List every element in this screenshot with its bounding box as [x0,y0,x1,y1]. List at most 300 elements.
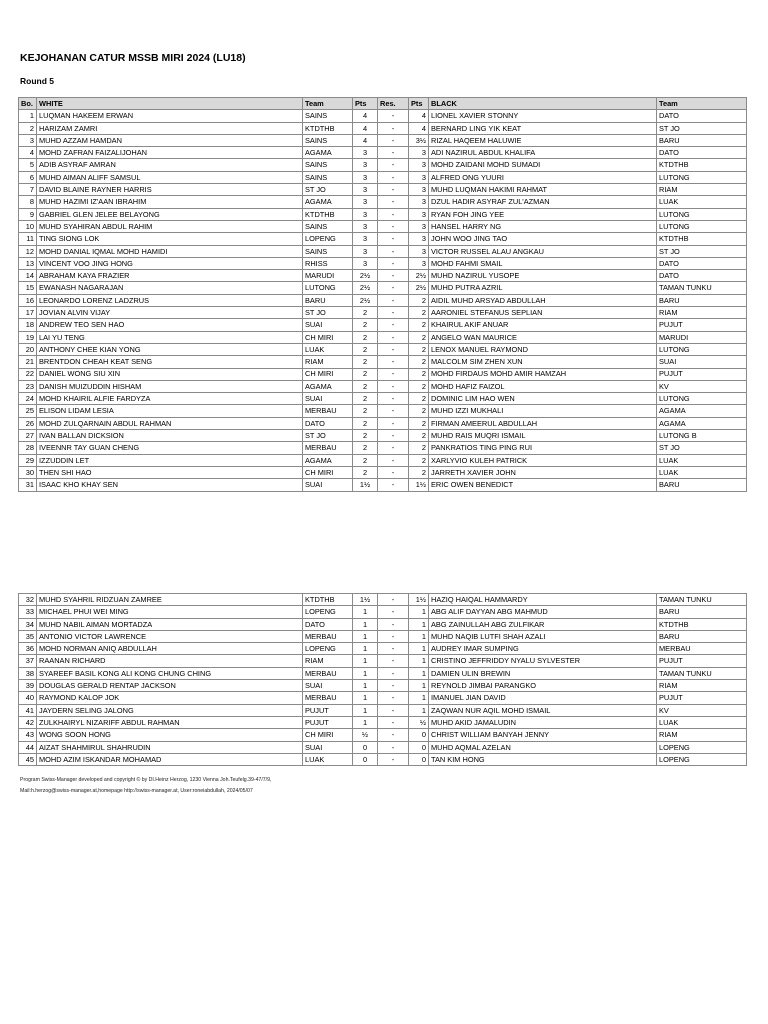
table-row [19,294,747,306]
board-number: 16 [19,294,37,306]
result: - [378,405,409,417]
black-team: PUJUT [657,655,747,667]
white-team: RHISS [303,257,353,269]
black-team: LUAK [657,466,747,478]
white-player: IZZUDDIN LET [37,454,303,466]
white-team: RIAM [303,655,353,667]
white-player: ISAAC KHO KHAY SEN [37,479,303,491]
black-points: 2 [409,343,429,355]
table-row [19,245,747,257]
white-points: 2 [353,417,378,429]
white-player: RAANAN RICHARD [37,655,303,667]
table-row [19,159,747,171]
black-points: 0 [409,753,429,765]
black-team: LUTONG [657,171,747,183]
table-row [19,442,747,454]
black-team: LUTONG [657,393,747,405]
board-number: 44 [19,741,37,753]
black-team: KTDTHB [657,159,747,171]
white-player: MOHD ZAFRAN FAIZALIJOHAN [37,147,303,159]
result: - [378,319,409,331]
black-player: MUHD IZZI MUKHALI [429,405,657,417]
black-team: TAMAN TUNKU [657,282,747,294]
white-team: SUAI [303,680,353,692]
table-row [19,380,747,392]
black-team: BARU [657,479,747,491]
black-team: BARU [657,294,747,306]
table-row [19,405,747,417]
black-team: LUAK [657,716,747,728]
white-points: 3 [353,233,378,245]
white-team: KTDTHB [303,208,353,220]
black-team: PUJUT [657,692,747,704]
black-team: AGAMA [657,405,747,417]
table-row [19,122,747,134]
board-number: 8 [19,196,37,208]
board-number: 3 [19,134,37,146]
white-player: RAYMOND KALOP JOK [37,692,303,704]
black-player: ANGELO WAN MAURICE [429,331,657,343]
black-team: LUTONG [657,220,747,232]
black-team: TAMAN TUNKU [657,667,747,679]
board-number: 28 [19,442,37,454]
white-team: SAINS [303,245,353,257]
black-points: 2 [409,368,429,380]
black-player: PANKRATIOS TING PING RUI [429,442,657,454]
black-player: LENOX MANUEL RAYMOND [429,343,657,355]
white-points: ½ [353,729,378,741]
black-team: RIAM [657,184,747,196]
white-points: 1 [353,643,378,655]
result: - [378,245,409,257]
black-points: 0 [409,729,429,741]
white-team: CH MIRI [303,331,353,343]
header-white-points: Pts [353,98,378,110]
white-player: IVEENNR TAY GUAN CHENG [37,442,303,454]
white-team: SUAI [303,479,353,491]
white-points: 2 [353,319,378,331]
result: - [378,196,409,208]
white-points: 1 [353,704,378,716]
white-player: ELISON LIDAM LESIA [37,405,303,417]
black-points: 1 [409,618,429,630]
table-row [19,220,747,232]
white-team: SAINS [303,134,353,146]
white-player: LUQMAN HAKEEM ERWAN [37,110,303,122]
black-player: FIRMAN AMEERUL ABDULLAH [429,417,657,429]
white-player: GABRIEL GLEN JELEE BELAYONG [37,208,303,220]
white-points: 2 [353,368,378,380]
white-team: CH MIRI [303,466,353,478]
black-team: DATO [657,270,747,282]
black-player: AUDREY IMAR SUMPING [429,643,657,655]
white-player: AIZAT SHAHMIRUL SHAHRUDIN [37,741,303,753]
white-points: 2 [353,405,378,417]
table-row [19,368,747,380]
result: - [378,159,409,171]
white-team: LUAK [303,343,353,355]
black-player: TAN KIM HONG [429,753,657,765]
white-player: VINCENT VOO JING HONG [37,257,303,269]
black-player: IMANUEL JIAN DAVID [429,692,657,704]
table-header-row [19,98,747,110]
black-team: LUTONG [657,343,747,355]
result: - [378,741,409,753]
board-number: 19 [19,331,37,343]
black-points: 1 [409,692,429,704]
white-points: 1 [353,655,378,667]
board-number: 2 [19,122,37,134]
white-team: AGAMA [303,454,353,466]
black-points: 2½ [409,270,429,282]
white-team: PUJUT [303,704,353,716]
board-number: 38 [19,667,37,679]
white-player: MICHAEL PHUI WEI MING [37,606,303,618]
black-points: 3½ [409,134,429,146]
black-points: 2 [409,331,429,343]
table-row [19,282,747,294]
black-team: RIAM [657,307,747,319]
black-points: 0 [409,741,429,753]
black-player: HAZIQ HAIQAL HAMMARDY [429,594,657,606]
white-player: MUHD NABIL AIMAN MORTADZA [37,618,303,630]
white-points: 3 [353,159,378,171]
black-team: DATO [657,110,747,122]
black-player: MUHD AQMAL AZELAN [429,741,657,753]
board-number: 12 [19,245,37,257]
white-player: DANIEL WONG SIU XIN [37,368,303,380]
table-row [19,184,747,196]
black-team: ST JO [657,442,747,454]
black-player: XARLYVIO KULEH PATRICK [429,454,657,466]
white-player: IVAN BALLAN DICKSION [37,430,303,442]
table-row [19,331,747,343]
white-points: 0 [353,753,378,765]
white-team: MARUDI [303,270,353,282]
table-row [19,692,747,704]
white-team: SAINS [303,171,353,183]
black-points: 2 [409,405,429,417]
white-player: MOHD ZULQARNAIN ABDUL RAHMAN [37,417,303,429]
table-row [19,417,747,429]
board-number: 32 [19,594,37,606]
result: - [378,270,409,282]
black-player: CRISTINO JEFFRIDDY NYALU SYLVESTER [429,655,657,667]
table-row [19,196,747,208]
pairings-table-top [18,97,747,492]
white-player: SYAREEF BASIL KONG ALI KONG CHUNG CHING [37,667,303,679]
board-number: 17 [19,307,37,319]
black-points: 3 [409,220,429,232]
white-points: 3 [353,245,378,257]
footer-line-1: Program Swiss-Manager developed and copyright © by DI.Heinz Herzog, 1230 Vienna Joh.Teufelg.39-47/7/9, [20,777,272,783]
white-player: ABRAHAM KAYA FRAZIER [37,270,303,282]
white-player: MOHD NORMAN ANIQ ABDULLAH [37,643,303,655]
board-number: 36 [19,643,37,655]
white-team: MERBAU [303,630,353,642]
black-points: 3 [409,147,429,159]
table-row [19,667,747,679]
white-team: PUJUT [303,716,353,728]
black-team: KV [657,704,747,716]
black-points: 2 [409,307,429,319]
white-points: 2 [353,454,378,466]
black-team: SUAI [657,356,747,368]
black-points: 2 [409,430,429,442]
black-player: ABG ZAINULLAH ABG ZULFIKAR [429,618,657,630]
black-points: 2 [409,380,429,392]
white-player: DANISH MUIZUDDIN HISHAM [37,380,303,392]
result: - [378,184,409,196]
white-points: 3 [353,257,378,269]
result: - [378,594,409,606]
black-team: PUJUT [657,368,747,380]
board-number: 21 [19,356,37,368]
white-points: 2½ [353,282,378,294]
white-team: LOPENG [303,643,353,655]
white-points: 3 [353,208,378,220]
white-team: DATO [303,618,353,630]
board-number: 37 [19,655,37,667]
black-points: 2 [409,294,429,306]
table-row [19,233,747,245]
black-points: 1 [409,704,429,716]
black-player: ABG ALIF DAYYAN ABG MAHMUD [429,606,657,618]
black-points: 3 [409,184,429,196]
result: - [378,368,409,380]
board-number: 24 [19,393,37,405]
black-player: ZAQWAN NUR AQIL MOHD ISMAIL [429,704,657,716]
black-player: JOHN WOO JING TAO [429,233,657,245]
black-points: 1½ [409,479,429,491]
white-points: 1 [353,667,378,679]
board-number: 10 [19,220,37,232]
black-team: BARU [657,630,747,642]
black-team: LUTONG B [657,430,747,442]
pairings-body-top [19,110,747,491]
board-number: 18 [19,319,37,331]
white-points: 3 [353,171,378,183]
result: - [378,417,409,429]
white-player: EWANASH NAGARAJAN [37,282,303,294]
white-points: 2½ [353,294,378,306]
black-team: PUJUT [657,319,747,331]
white-team: AGAMA [303,196,353,208]
white-player: TING SIONG LOK [37,233,303,245]
white-team: SUAI [303,393,353,405]
board-number: 5 [19,159,37,171]
black-points: 2 [409,393,429,405]
black-team: KV [657,380,747,392]
table-row [19,729,747,741]
result: - [378,655,409,667]
table-row [19,716,747,728]
black-player: MUHD AKID JAMALUDIN [429,716,657,728]
white-player: HARIZAM ZAMRI [37,122,303,134]
result: - [378,630,409,642]
white-team: LUAK [303,753,353,765]
board-number: 27 [19,430,37,442]
table-row [19,270,747,282]
black-points: 2 [409,466,429,478]
black-team: MARUDI [657,331,747,343]
white-player: MUHD AZZAM HAMDAN [37,134,303,146]
black-player: RYAN FOH JING YEE [429,208,657,220]
header-white: WHITE [37,98,303,110]
result: - [378,294,409,306]
black-player: BERNARD LING YIK KEAT [429,122,657,134]
black-player: MALCOLM SIM ZHEN XUN [429,356,657,368]
black-player: MUHD PUTRA AZRIL [429,282,657,294]
black-points: ½ [409,716,429,728]
board-number: 13 [19,257,37,269]
white-points: 1 [353,716,378,728]
white-player: MUHD AIMAN ALIFF SAMSUL [37,171,303,183]
black-points: 3 [409,159,429,171]
white-player: WONG SOON HONG [37,729,303,741]
board-number: 34 [19,618,37,630]
white-player: MOHD AZIM ISKANDAR MOHAMAD [37,753,303,765]
black-player: HANSEL HARRY NG [429,220,657,232]
table-row [19,594,747,606]
table-row [19,171,747,183]
white-points: 4 [353,134,378,146]
black-team: BARU [657,134,747,146]
white-team: AGAMA [303,147,353,159]
white-points: 3 [353,147,378,159]
result: - [378,257,409,269]
table-row [19,319,747,331]
white-points: 3 [353,220,378,232]
white-team: ST JO [303,184,353,196]
white-points: 1 [353,606,378,618]
white-team: LOPENG [303,606,353,618]
board-number: 41 [19,704,37,716]
black-player: LIONEL XAVIER STONNY [429,110,657,122]
white-points: 2 [353,393,378,405]
black-team: LOPENG [657,741,747,753]
white-player: BRENTDON CHEAH KEAT SENG [37,356,303,368]
white-points: 3 [353,184,378,196]
table-row [19,466,747,478]
result: - [378,729,409,741]
black-player: MUHD NAZIRUL YUSOPE [429,270,657,282]
table-row [19,655,747,667]
footer-line-2: Mail:h.herzog@swiss-manager.at,homepage http://swiss-manager.at, User:roneiabdullah, 2024/05/07 [20,788,253,794]
white-points: 1 [353,618,378,630]
white-player: ZULKHAIRYL NIZARIFF ABDUL RAHMAN [37,716,303,728]
white-points: 2½ [353,270,378,282]
black-team: DATO [657,257,747,269]
black-player: AARONIEL STEFANUS SEPLIAN [429,307,657,319]
black-points: 3 [409,171,429,183]
black-points: 2 [409,454,429,466]
white-player: LEONARDO LORENZ LADZRUS [37,294,303,306]
white-points: 3 [353,196,378,208]
white-player: ADIB ASYRAF AMRAN [37,159,303,171]
white-player: ANTONIO VICTOR LAWRENCE [37,630,303,642]
black-points: 3 [409,245,429,257]
header-black-team: Team [657,98,747,110]
board-number: 15 [19,282,37,294]
footer-note [20,775,271,797]
result: - [378,307,409,319]
table-row [19,393,747,405]
result: - [378,692,409,704]
board-number: 30 [19,466,37,478]
black-team: TAMAN TUNKU [657,594,747,606]
table-row [19,618,747,630]
black-player: DOMINIC LIM HAO WEN [429,393,657,405]
table-row [19,606,747,618]
result: - [378,208,409,220]
table-row [19,356,747,368]
table-row [19,704,747,716]
board-number: 25 [19,405,37,417]
table-row [19,208,747,220]
black-team: LUAK [657,196,747,208]
board-number: 43 [19,729,37,741]
black-team: KTDTHB [657,618,747,630]
board-number: 31 [19,479,37,491]
white-player: MUHD HAZIMI IZ'AAN IBRAHIM [37,196,303,208]
board-number: 42 [19,716,37,728]
white-team: ST JO [303,430,353,442]
pairings-body-bottom [19,594,747,766]
black-points: 1 [409,680,429,692]
black-team: RIAM [657,729,747,741]
result: - [378,282,409,294]
white-team: SUAI [303,741,353,753]
white-team: MERBAU [303,405,353,417]
table-row [19,110,747,122]
result: - [378,716,409,728]
result: - [378,110,409,122]
white-team: SAINS [303,220,353,232]
board-number: 29 [19,454,37,466]
table-row [19,643,747,655]
black-player: ADI NAZIRUL ABDUL KHALIFA [429,147,657,159]
black-player: MOHD ZAIDANI MOHD SUMADI [429,159,657,171]
table-row [19,257,747,269]
white-team: MERBAU [303,692,353,704]
table-row [19,680,747,692]
black-team: BARU [657,606,747,618]
board-number: 11 [19,233,37,245]
board-number: 23 [19,380,37,392]
white-team: LOPENG [303,233,353,245]
result: - [378,667,409,679]
black-points: 1 [409,606,429,618]
black-points: 2 [409,356,429,368]
black-points: 1 [409,643,429,655]
black-points: 2 [409,319,429,331]
white-team: SAINS [303,110,353,122]
white-player: ANTHONY CHEE KIAN YONG [37,343,303,355]
white-points: 2 [353,442,378,454]
white-team: KTDTHB [303,594,353,606]
white-points: 1 [353,692,378,704]
result: - [378,343,409,355]
board-number: 14 [19,270,37,282]
board-number: 9 [19,208,37,220]
white-team: AGAMA [303,380,353,392]
black-player: MUHD LUQMAN HAKIMI RAHMAT [429,184,657,196]
white-points: 1½ [353,479,378,491]
black-points: 4 [409,122,429,134]
board-number: 39 [19,680,37,692]
white-points: 2 [353,331,378,343]
